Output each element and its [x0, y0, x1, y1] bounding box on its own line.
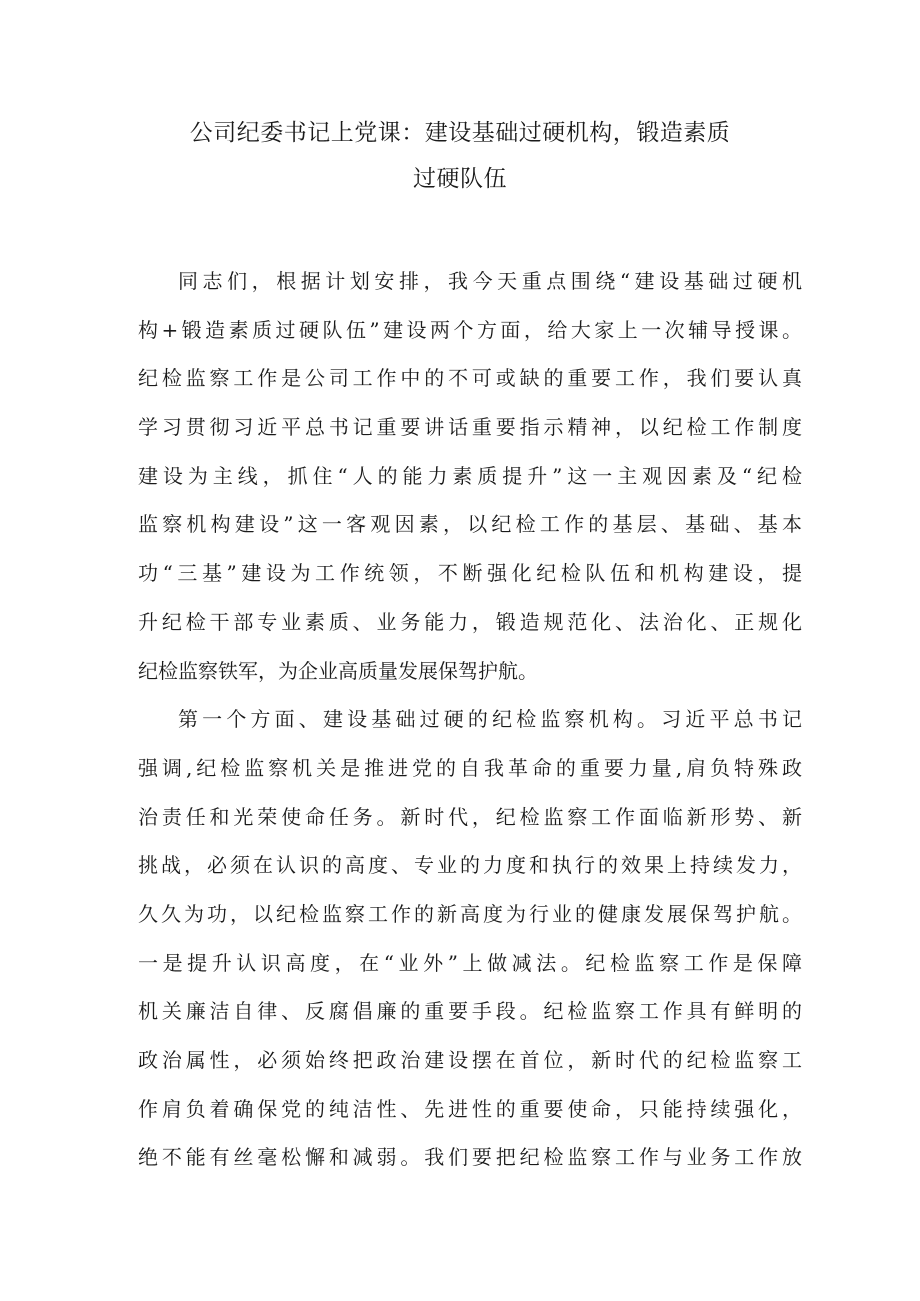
paragraph-line: 纪检监察铁军，为企业高质量发展保驾护航。 [138, 658, 538, 683]
paragraph-line: 一是提升认识高度，在“业外”上做减法。纪检监察工作是保障 [138, 950, 802, 975]
paragraph-2 [138, 695, 802, 1182]
paragraph-line: 治责任和光荣使命任务。新时代，纪检监察工作面临新形势、新 [138, 804, 802, 829]
paragraph-line: 久久为功，以纪检监察工作的新高度为行业的健康发展保驾护航。 [138, 901, 802, 926]
paragraph-line: 政治属性，必须始终把政治建设摆在首位，新时代的纪检监察工 [138, 1048, 802, 1072]
paragraph-line: 挑战，必须在认识的高度、专业的力度和执行的效果上持续发力， [138, 853, 802, 878]
paragraph-line: 第一个方面、建设基础过硬的纪检监察机构。习近平总书记 [178, 707, 802, 732]
paragraph-line: 纪检监察工作是公司工作中的不可或缺的重要工作，我们要认真 [138, 366, 802, 391]
paragraph-line: 构+锻造素质过硬队伍”建设两个方面，给大家上一次辅导授课。 [138, 317, 802, 342]
paragraph-line: 学习贯彻习近平总书记重要讲话重要指示精神，以纪检工作制度 [138, 415, 802, 440]
paragraph-line: 绝不能有丝毫松懈和减弱。我们要把纪检监察工作与业务工作放 [138, 1145, 802, 1170]
title-line-1: 公司纪委书记上党课：建设基础过硬机构，锻造素质 [189, 120, 731, 146]
paragraph-line: 强调,纪检监察机关是推进党的自我革命的重要力量,肩负特殊政 [138, 755, 802, 780]
document-title [120, 110, 800, 202]
document-body [138, 257, 802, 1182]
paragraph-line: 同志们，根据计划安排，我今天重点围绕“建设基础过硬机 [178, 269, 802, 293]
paragraph-line: 升纪检干部专业素质、业务能力，锻造规范化、法治化、正规化 [138, 609, 802, 634]
paragraph-line: 监察机构建设”这一客观因素，以纪检工作的基层、基础、基本 [138, 512, 802, 537]
paragraph-line: 作肩负着确保党的纯洁性、先进性的重要使命，只能持续强化， [138, 1096, 802, 1121]
paragraph-line: 建设为主线，抓住“人的能力素质提升”这一主观因素及“纪检 [138, 463, 802, 488]
title-line-2: 过硬队伍 [413, 166, 507, 192]
paragraph-line: 功“三基”建设为工作统领，不断强化纪检队伍和机构建设，提 [138, 561, 802, 586]
paragraph-1 [138, 257, 802, 695]
paragraph-line: 机关廉洁自律、反腐倡廉的重要手段。纪检监察工作具有鲜明的 [138, 999, 802, 1024]
